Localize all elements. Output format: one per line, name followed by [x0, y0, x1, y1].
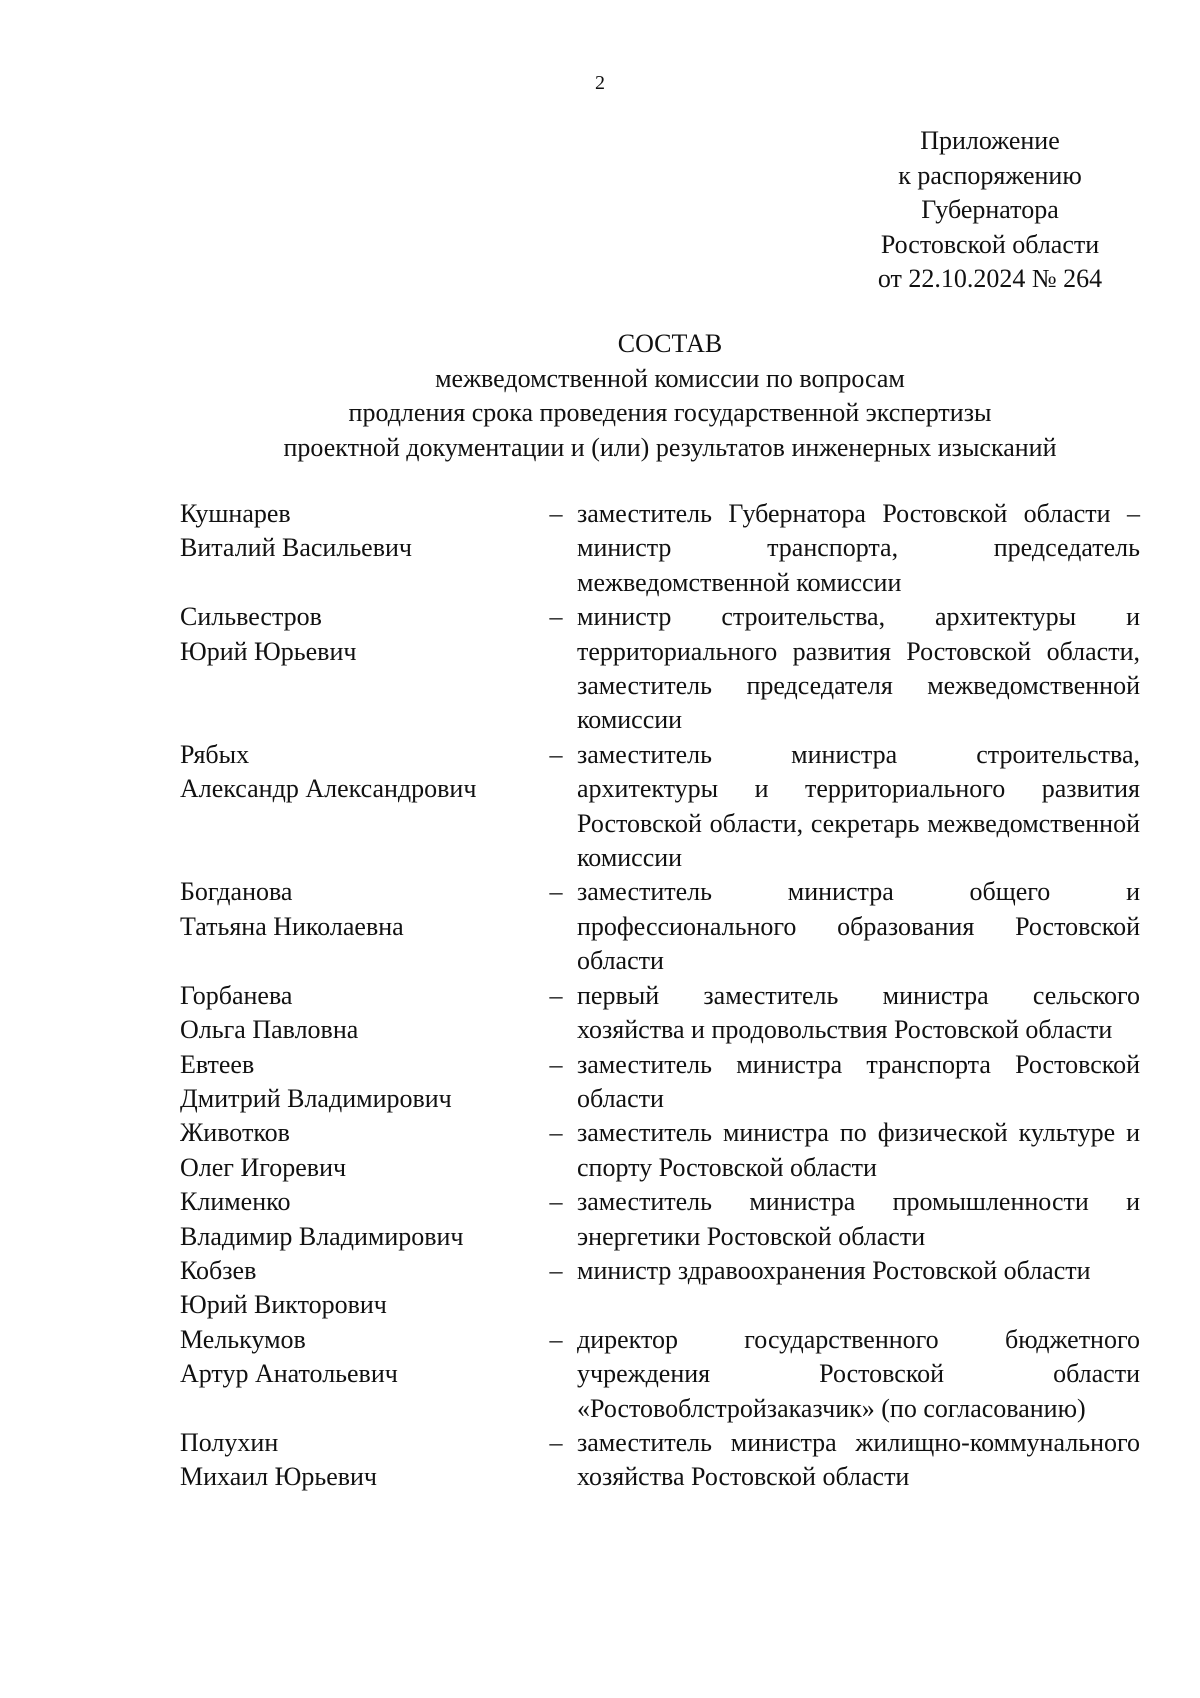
member-role: первый заместитель министра сельского хозяйства и продовольствия Ростовской области — [577, 980, 1140, 1045]
member-given-name: Артур Анатольевич — [180, 1359, 398, 1389]
member-dash: – — [549, 1187, 563, 1217]
member-role: заместитель министра жилищно-коммунального хозяйства Ростовской области — [577, 1427, 1140, 1492]
member-role: заместитель министра промышленности и энергетики Ростовской области — [577, 1187, 1140, 1251]
member-given-name: Юрий Викторович — [180, 1290, 387, 1320]
member-surname: Горбанева — [180, 980, 293, 1010]
appendix-line: Губернатора — [921, 195, 1059, 224]
member-role: заместитель министра транспорта Ростовской области — [577, 1049, 1140, 1113]
member-name — [180, 1185, 535, 1254]
member-given-name: Дмитрий Владимирович — [180, 1083, 452, 1113]
member-row — [180, 1048, 1140, 1117]
member-name — [180, 979, 535, 1048]
member-row — [180, 979, 1140, 1048]
member-surname: Евтеев — [180, 1049, 255, 1079]
member-row — [180, 875, 1140, 978]
member-dash: – — [549, 739, 563, 769]
member-name — [180, 875, 535, 944]
appendix-line: к распоряжению — [898, 160, 1082, 190]
member-dash: – — [549, 1427, 563, 1457]
member-surname: Животков — [180, 1118, 290, 1148]
member-dash: – — [549, 1324, 563, 1354]
member-row — [180, 497, 1140, 600]
member-role: заместитель Губернатора Ростовской области – министр транспорта, председатель межведомственной комиссии — [577, 499, 1140, 597]
member-surname: Кушнарев — [180, 499, 291, 528]
appendix-line: Приложение — [920, 126, 1060, 155]
member-name — [180, 1323, 535, 1392]
member-row — [180, 1185, 1140, 1254]
member-dash: – — [549, 499, 563, 528]
document-subtitle-line: продления срока проведения государственной экспертизы — [348, 398, 992, 427]
member-dash: – — [549, 980, 563, 1010]
member-name — [180, 1254, 535, 1323]
member-row — [180, 600, 1140, 738]
document-title: СОСТАВ — [617, 329, 723, 358]
member-role: заместитель министра строительства, архитектуры и территориального развития Ростовской области, секретарь межведомственной комиссии — [577, 739, 1140, 873]
member-name — [180, 1426, 535, 1495]
member-row — [180, 1116, 1140, 1185]
members-list — [180, 497, 1140, 1495]
member-surname: Кобзев — [180, 1255, 257, 1285]
page-number: 2 — [595, 72, 605, 94]
member-name — [180, 1116, 535, 1185]
member-given-name: Татьяна Николаевна — [180, 911, 404, 941]
member-given-name: Владимир Владимирович — [180, 1221, 464, 1251]
member-name — [180, 600, 535, 669]
member-name — [180, 1048, 535, 1117]
member-role: заместитель министра по физической культуре и спорту Ростовской области — [577, 1118, 1140, 1182]
member-surname: Полухин — [180, 1427, 279, 1457]
appendix-line: от 22.10.2024 № 264 — [877, 264, 1103, 293]
document-subtitle-line: проектной документации и (или) результатов инженерных изысканий — [283, 432, 1057, 462]
member-surname: Мелькумов — [180, 1324, 306, 1354]
member-given-name: Ольга Павловна — [180, 1015, 359, 1045]
member-given-name: Виталий Васильевич — [180, 533, 412, 563]
member-given-name: Юрий Юрьевич — [180, 636, 357, 666]
member-given-name: Олег Игоревич — [180, 1152, 347, 1182]
appendix-block — [840, 124, 1140, 297]
member-dash: – — [549, 1049, 563, 1079]
member-role: заместитель министра общего и профессионального образования Ростовской области — [577, 877, 1140, 976]
member-row — [180, 738, 1140, 876]
member-role: министр здравоохранения Ростовской области — [577, 1255, 1091, 1285]
appendix-line: Ростовской области — [880, 229, 1100, 259]
member-row — [180, 1323, 1140, 1426]
member-surname: Сильвестров — [180, 602, 322, 632]
member-given-name: Александр Александрович — [180, 774, 477, 804]
member-name — [180, 497, 535, 566]
member-row — [180, 1426, 1140, 1495]
member-dash: – — [549, 1118, 563, 1148]
member-dash: – — [549, 877, 563, 907]
member-given-name: Михаил Юрьевич — [180, 1462, 378, 1492]
document-subtitle-line: межведомственной комиссии по вопросам — [435, 363, 905, 393]
member-dash: – — [549, 1255, 563, 1285]
document-heading — [180, 327, 1160, 465]
member-row — [180, 1254, 1140, 1323]
member-surname: Клименко — [180, 1187, 291, 1217]
member-dash: – — [549, 602, 563, 632]
member-role: министр строительства, архитектуры и территориального развития Ростовской области, заместитель председателя межведомственной комиссии — [577, 602, 1140, 735]
member-role: директор государственного бюджетного учреждения Ростовской области «Ростовоблстройзаказчик» (по согласованию) — [577, 1324, 1140, 1423]
member-name — [180, 738, 535, 807]
member-surname: Рябых — [180, 739, 250, 769]
member-surname: Богданова — [180, 877, 293, 907]
